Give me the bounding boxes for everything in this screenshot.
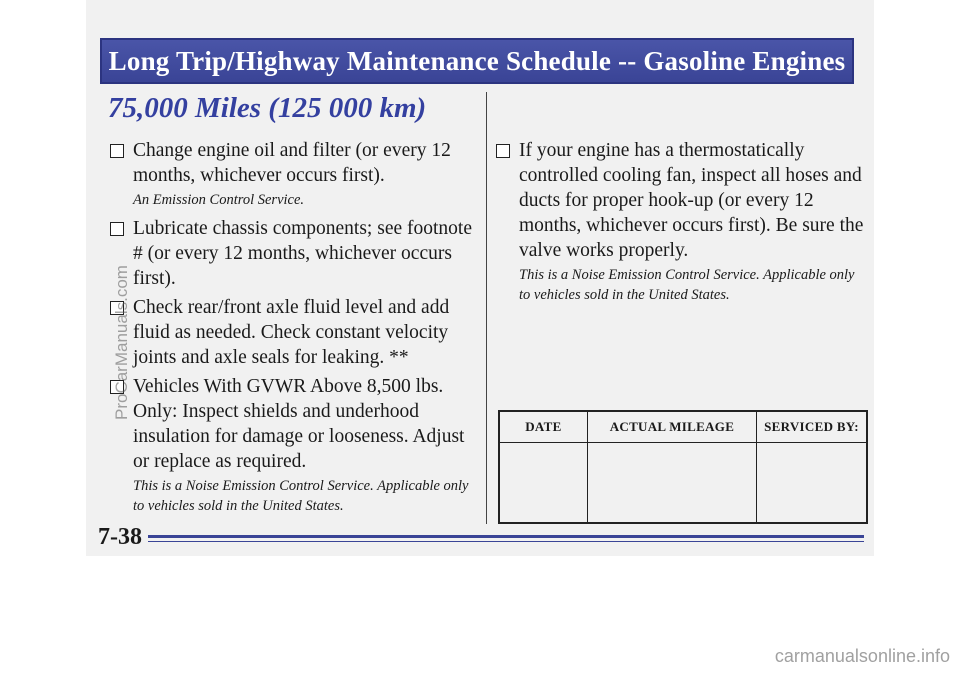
checklist-item <box>496 138 868 263</box>
item-note: This is a Noise Emission Control Service. Applicable only to vehicles sold in the United States. <box>519 267 855 303</box>
page-number: 7-38 <box>98 524 142 550</box>
item-text: Vehicles With GVWR Above 8,500 lbs. Only: Inspect shields and underhood insulation for damage or looseness. Adjust or replace as required. <box>133 376 465 472</box>
section-heading: 75,000 Miles (125 000 km) <box>108 92 427 124</box>
item-text: Change engine oil and filter (or every 12 months, whichever occurs first). <box>133 140 451 186</box>
item-text: Check rear/front axle fluid level and add fluid as needed. Check constant velocity joints and axle seals for leaking. ** <box>133 297 450 368</box>
page-title: Long Trip/Highway Maintenance Schedule -- Gasoline Engines <box>108 45 846 76</box>
checkbox[interactable] <box>496 144 510 158</box>
checklist-item <box>110 216 482 291</box>
date-column-header: DATE <box>499 411 587 443</box>
item-note: An Emission Control Service. <box>133 192 305 208</box>
checklist-item <box>110 138 482 188</box>
checklist-item <box>110 374 482 474</box>
mileage-cell[interactable] <box>587 443 756 524</box>
footer-watermark: carmanualsonline.info <box>774 646 950 666</box>
checklist-item <box>110 295 482 370</box>
checkbox[interactable] <box>110 144 124 158</box>
date-cell[interactable] <box>499 443 587 524</box>
column-divider <box>486 92 487 524</box>
table-row <box>499 443 867 524</box>
side-watermark: ProCarManuals.com <box>112 265 131 420</box>
table-header-row <box>499 411 867 443</box>
header-bar <box>100 38 854 84</box>
item-text: If your engine has a thermostatically controlled cooling fan, inspect all hoses and ducts for proper hook-up (or every 12 months, whichever occurs first). Be sure the valve works properly. <box>519 140 864 261</box>
mileage-column-header: ACTUAL MILEAGE <box>587 411 756 443</box>
service-record-table <box>498 410 868 524</box>
footer-rule <box>148 534 864 544</box>
item-note: This is a Noise Emission Control Service. Applicable only to vehicles sold in the United States. <box>133 478 469 514</box>
item-text: Lubricate chassis components; see footnote # (or every 12 months, whichever occurs first). <box>133 218 472 289</box>
checkbox[interactable] <box>110 222 124 236</box>
right-column <box>496 138 868 311</box>
serviced-by-cell[interactable] <box>757 443 867 524</box>
serviced-by-column-header: SERVICED BY: <box>757 411 867 443</box>
left-column <box>110 138 482 522</box>
